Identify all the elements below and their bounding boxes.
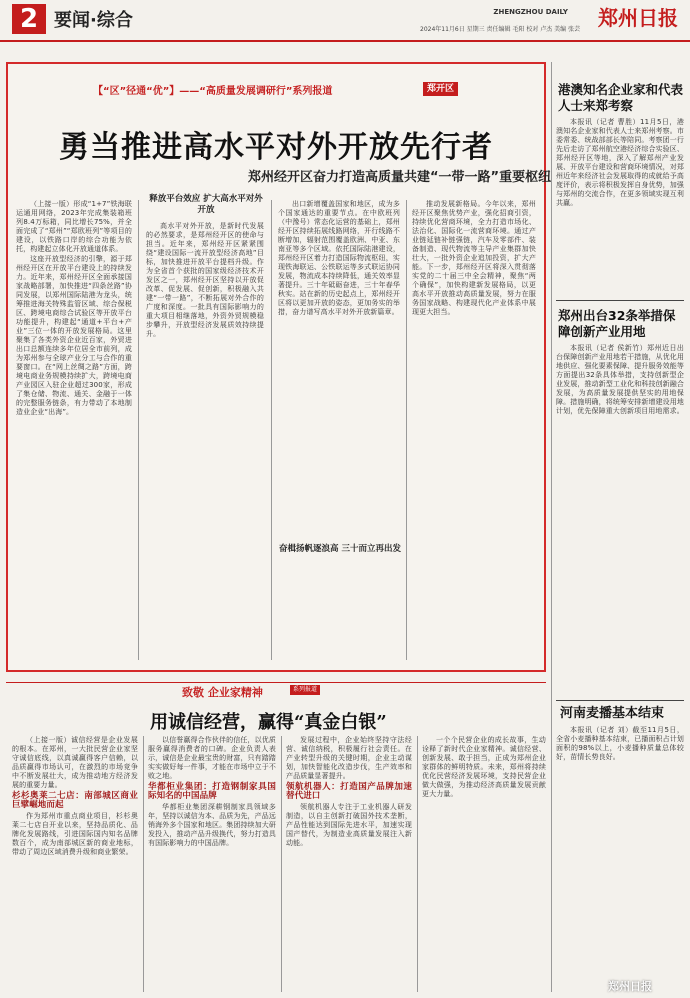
sidebar-story-2-text: 本报讯（记者 侯新竹）郑州近日出台保障创新产业用地若干措施，从优化用地供应、强化要素保障、提升服务效能等方面提出32条具体举措，支持创新型企业发展，推动新型工业化和科技创新融合发展，为高质量发展提供坚实的用地保障。措施明确，将统筹安排新增建设用地计划，优先保障重大创新项目用地需求。 (556, 344, 684, 415)
feature-article (6, 62, 552, 672)
sidebar-story-2-title: 郑州出台32条举措保障创新产业用地 (558, 308, 676, 339)
column-2 (146, 222, 264, 662)
bottom-column-3 (286, 736, 412, 994)
series-banner-tag: 郑开区 (423, 82, 458, 96)
watermark: 郑州日报 (608, 980, 652, 993)
sidebar-story-1-title: 港澳知名企业家和代表人士来郑考察 (558, 82, 684, 113)
column-2-text: 高水平对外开放，是新时代发展的必然要求，是郑州经开区的使命与担当。近年来，郑州经开区紧紧围绕“建设国际一流开放型经济高地”目标，加快推进开放平台提档升级。作为全省首个获批的国家级经济技术开发区之一，郑州经开区坚持以开放促改革、促发展、促创新，积极融入共建“一带一路”，不断拓展对外合作的广度和深度。一批具有国际影响力的重大项目相继落地，外资外贸规模稳步攀升，开放型经济发展质效持续提升。 (146, 222, 264, 338)
sidebar-story-1-text: 本报讯（记者 曹胜）11月5日，港澳知名企业家和代表人士来郑州考察。市委常委、统战部部长等陪同。考察团一行先后走访了郑州航空港经济综合实验区、郑州经开区等地，深入了解郑州产业发展、开放平台建设和营商环境情况，对郑州近年来经济社会发展取得的成就给予高度评价，表示将积极发挥自身优势，加强与郑州的交流合作，在更多领域实现互利共赢。 (556, 118, 684, 207)
sidebar-story-3 (556, 726, 684, 966)
column-divider (281, 736, 282, 992)
column-2-title: 释放平台效应 扩大高水平对外开放 (149, 194, 263, 215)
sidebar-divider (551, 62, 552, 992)
sidebar-story-3-text: 本报讯（记者 刘）截至11月5日，全省小麦播种基本结束，已播面积占计划面积的98%以上，小麦播种质量总体较好，苗情长势良好。 (556, 726, 684, 761)
column-1-text: 这座开放型经济的引擎，源于郑州经开区在开放平台建设上的持续发力。近年来，郑州经开区全面承接国家战略部署，加快推进“四条丝路”协同发展，以郑州国际陆港为龙头，统筹推进海关特殊监管区域、综合保税区、跨境电商综合试验区等开放平台功能提升，构建起“通道+平台+产业”三位一体的开放发展格局。这里聚集了各类外资企业近百家，外贸进出口总额连续多年位居全市前列，成为郑州参与全球产业分工与合作的重要窗口。在“网上丝绸之路”方面，跨境电商业务规模持续扩大，跨境电商产业园区入驻企业超过300家，形成了集仓储、物流、通关、金融于一体的完整服务链条，有力带动了本地制造业企业“出海”。 (16, 255, 132, 416)
header-rule (0, 40, 690, 42)
column-1 (16, 200, 132, 662)
bottom-column-4 (422, 736, 546, 994)
section-title: 要闻·综合 (54, 10, 133, 31)
date-line: 2024年11月6日 星期三 责任编辑 毛阳 校对 卢杰 美编 张芸 (420, 26, 581, 33)
bottom-column-3-subhead: 领航机器人：打造国产品牌加速替代进口 (286, 782, 412, 801)
bottom-banner (6, 682, 546, 697)
page-header (0, 0, 690, 48)
bottom-column-1-text: （上接一版）诚信经营是企业发展的根本。在郑州，一大批民营企业家坚守诚信底线，以真诚赢得客户信赖，以品质赢得市场认可，在激烈的市场竞争中不断发展壮大，成为推动地方经济发展的重要力量。 (12, 736, 138, 789)
bottom-column-2 (148, 736, 276, 994)
sidebar-rule (556, 300, 684, 301)
bottom-banner-tag: 系列报道 (290, 685, 320, 695)
column-2-subhead (146, 194, 266, 216)
column-3-title: 奋楫扬帆逐浪高 三十而立再出发 (279, 544, 401, 554)
sidebar-story-1 (556, 118, 684, 288)
subheadline: 郑州经开区奋力打造高质量共建“一带一路”重要枢纽 (248, 170, 552, 185)
series-banner-text: 【“区”径通“优”】——“高质量发展调研行”系列报道 (93, 86, 333, 97)
lead-paragraph: （上接一版）形成“1+7”铁海联运通用网络，2023年完成集装箱班列8.4万标箱，同比增长75%，并全面完成了“郑州”“郑欧班列”等项目的建设，以铁路口岸的综合功能为依托，构建起立体化开放通道体系。 (16, 200, 132, 253)
bottom-column-1 (12, 736, 138, 994)
column-3a (278, 200, 400, 540)
column-divider (417, 736, 418, 992)
bottom-column-1-text-b: 作为郑州市重点商业项目，杉杉奥莱二七店自开业以来，坚持品质化、品牌化发展路线，引进国际国内知名品牌数百个，成为南部城区新的商业地标，带动了周边区域消费升级和商业繁荣。 (12, 812, 138, 856)
column-divider (143, 736, 144, 992)
bottom-banner-text: 致敬 企业家精神 (182, 686, 263, 699)
bottom-column-2-text-b: 华都柜业集团深耕钢制家具领域多年，坚持以诚信为本、品质为先，产品远销海外多个国家和地区。集团持续加大研发投入，推动产品升级换代，努力打造具有国际影响力的中国品牌。 (148, 803, 276, 847)
masthead-logo: 郑州日报 (598, 6, 678, 30)
bottom-column-3-text-b: 领航机器人专注于工业机器人研发制造，以自主创新打破国外技术垄断，产品性能达到国际先进水平，加速实现国产替代，为制造业高质量发展注入新动能。 (286, 803, 412, 847)
series-banner (93, 82, 463, 100)
sidebar-story-2 (556, 344, 684, 694)
bottom-column-3-text: 发展过程中，企业始终坚持守法经营、诚信纳税，积极履行社会责任。在产业转型升级的关键时期，企业主动谋划，加快智能化改造步伐，生产效率和产品质量显著提升。 (286, 736, 412, 780)
bottom-column-4-text: 一个个民营企业的成长故事，生动诠释了新时代企业家精神。诚信经营、创新发展、敢于担当，正成为郑州企业家群体的鲜明特质。未来，郑州将持续优化民营经济发展环境，支持民营企业做大做强，为推动经济高质量发展贡献更大力量。 (422, 736, 546, 798)
column-divider (138, 200, 139, 660)
column-divider (271, 200, 272, 660)
column-3-subhead (278, 544, 402, 555)
sidebar-story-3-title: 河南麦播基本结束 (560, 706, 665, 721)
bottom-headline: 用诚信经营，赢得“真金白银” (150, 712, 387, 733)
page-number: 2 (12, 4, 46, 34)
column-3-text: 出口新增覆盖国家和地区，成为多个国家通达的重要节点。在中欧班列（中豫号）常态化运营的基础上，郑州经开区持续拓展线路网络，开行线路不断增加，辐射范围覆盖欧洲、中亚、东南亚等多个区域。依托国际陆港建设，郑州经开区着力打造国际物流枢纽，实现铁海联运、公铁联运等多式联运协同发展，物流成本持续降低，通关效率显著提升。三十年砥砺奋进，三十年春华秋实。站在新的历史起点上，郑州经开区将以更加开放的姿态，更加务实的举措，奋力谱写高水平对外开放新篇章。 (278, 200, 400, 316)
column-4-text: 推动发展新格局。今年以来，郑州经开区聚焦优势产业，强化招商引资，持续优化营商环境，全力打造市场化、法治化、国际化一流营商环境。通过产业链延链补链强链，汽车及零部件、装备制造、现代物流等主导产业集群加快壮大，一批外资企业追加投资，扩大产能。下一步，郑州经开区将深入贯彻落实党的二十届三中全会精神，聚焦“两个确保”，加快构建新发展格局，以更高水平开放推动高质量发展，努力在服务国家战略、构建现代化产业体系中展现更大担当。 (412, 200, 536, 316)
sidebar-rule (556, 700, 684, 701)
column-divider (406, 200, 407, 660)
masthead-en: ZHENGZHOU DAILY (493, 8, 568, 16)
bottom-column-1-subhead: 杉杉奥莱二七店：南部城区商业巨擘崛地而起 (12, 791, 138, 810)
headline: 勇当推进高水平对外开放先行者 (59, 130, 493, 165)
bottom-column-2-subhead: 华都柜业集团：打造钢制家具国际知名的中国品牌 (148, 782, 276, 801)
column-4 (412, 200, 536, 662)
bottom-column-2-text: 以信誉赢得合作伙伴的信任，以优质服务赢得消费者的口碑。企业负责人表示，诚信是企业最宝贵的财富，只有踏踏实实做好每一件事，才能在市场中立于不败之地。 (148, 736, 276, 780)
